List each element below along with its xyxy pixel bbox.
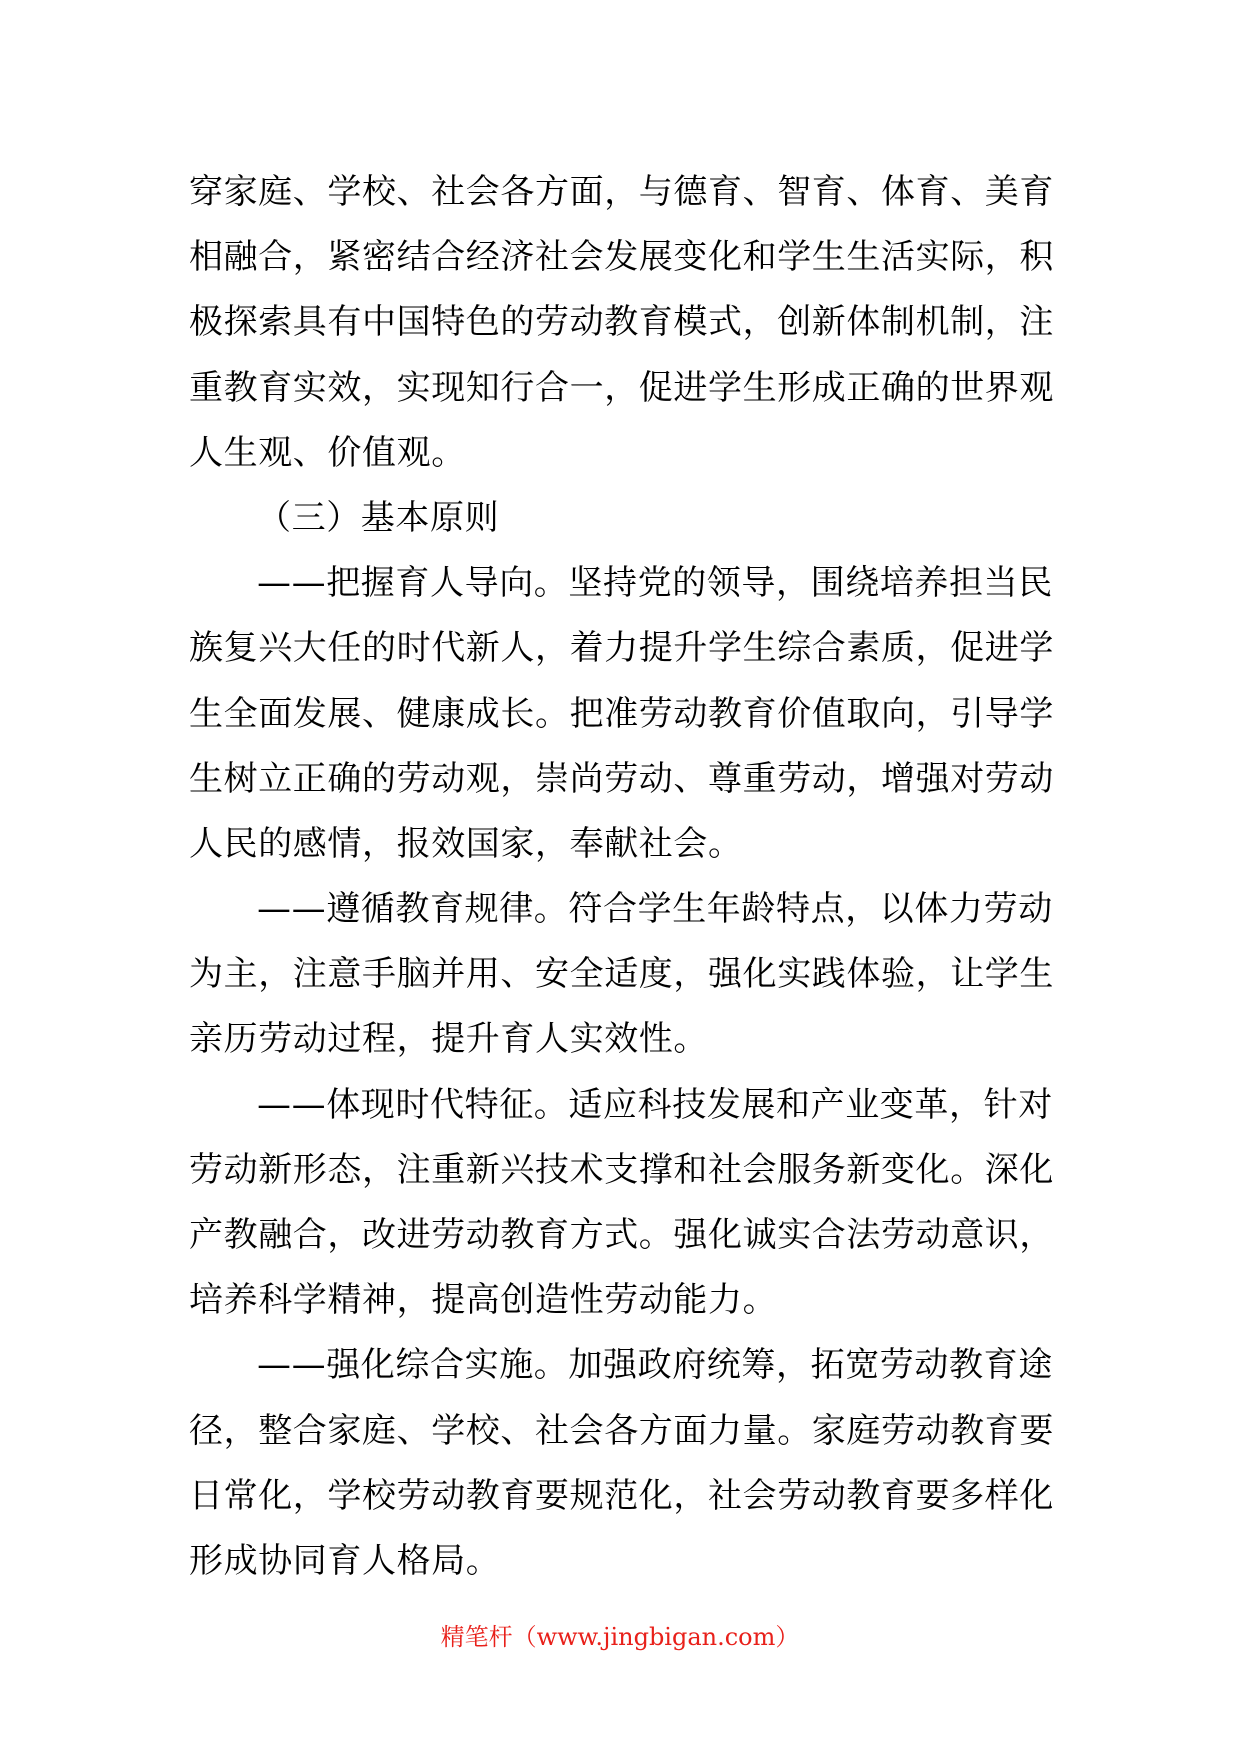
- text-line: 生全面发展、健康成长。把准劳动教育价值取向，引导学: [189, 693, 1054, 734]
- text-line: ——体现时代特征。适应科技发展和产业变革，针对: [257, 1084, 1053, 1125]
- footer-watermark-link[interactable]: 精笔杆（www.jingbigan.com）: [440, 1623, 800, 1651]
- text-line: 人生观、价值观。: [189, 432, 466, 473]
- text-line: 径，整合家庭、学校、社会各方面力量。家庭劳动教育要: [189, 1410, 1054, 1451]
- text-line: 极探索具有中国特色的劳动教育模式，创新体制机制，注: [189, 302, 1054, 343]
- text-line: 族复兴大任的时代新人，着力提升学生综合素质，促进学: [189, 628, 1054, 669]
- text-line: 劳动新形态，注重新兴技术支撑和社会服务新变化。深化: [189, 1149, 1054, 1190]
- text-line: 重教育实效，实现知行合一，促进学生形成正确的世界观: [189, 367, 1054, 408]
- text-line: ——强化综合实施。加强政府统筹，拓宽劳动教育途: [257, 1345, 1053, 1386]
- text-line: 形成协同育人格局。: [189, 1540, 501, 1581]
- text-line: 相融合，紧密结合经济社会发展变化和学生生活实际，积: [189, 237, 1054, 278]
- text-line: 亲历劳动过程，提升育人实效性。: [189, 1019, 708, 1060]
- document-body: [189, 160, 1059, 1594]
- section-heading: （三）基本原则: [257, 497, 500, 538]
- text-line: 日常化，学校劳动教育要规范化，社会劳动教育要多样化: [189, 1475, 1054, 1516]
- text-line: 培养科学精神，提高创造性劳动能力。: [189, 1280, 778, 1321]
- text-line: 产教融合，改进劳动教育方式。强化诚实合法劳动意识，: [189, 1215, 1054, 1255]
- text-line: 人民的感情，报效国家，奉献社会。: [189, 823, 743, 864]
- text-line: 为主，注意手脑并用、安全适度，强化实践体验，让学生: [189, 954, 1054, 995]
- text-line: 穿家庭、学校、社会各方面，与德育、智育、体育、美育: [189, 172, 1054, 212]
- text-line: ——遵循教育规律。符合学生年龄特点，以体力劳动: [257, 889, 1053, 930]
- text-line: ——把握育人导向。坚持党的领导，围绕培养担当民: [257, 563, 1053, 604]
- text-line: 生树立正确的劳动观，崇尚劳动、尊重劳动，增强对劳动: [189, 758, 1054, 799]
